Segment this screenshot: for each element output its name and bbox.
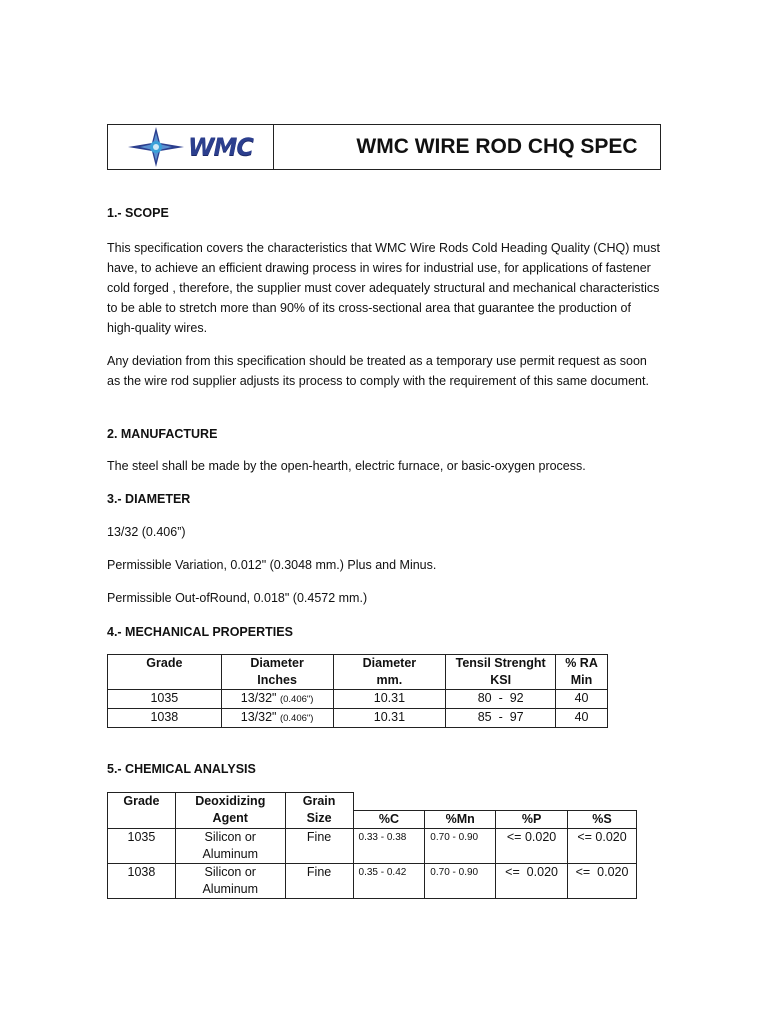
table-cell: Silicon or Aluminum bbox=[175, 828, 285, 863]
table-header-row bbox=[108, 793, 637, 811]
logo bbox=[108, 125, 274, 169]
header-cell: Deoxidizing Agent bbox=[175, 793, 285, 829]
table-cell: <= 0.020 bbox=[568, 828, 637, 863]
table-cell: Fine bbox=[285, 863, 353, 898]
table-cell: 0.70 - 0.90 bbox=[425, 828, 496, 863]
chemical-heading: 5.- CHEMICAL ANALYSIS bbox=[107, 762, 256, 776]
title-cell bbox=[274, 125, 660, 169]
header-cell: % RA Min bbox=[556, 655, 608, 690]
header-cell: Grade bbox=[108, 793, 176, 829]
page-title: WMC WIRE ROD CHQ SPEC bbox=[356, 135, 638, 158]
header-box bbox=[107, 124, 661, 170]
header-cell: %Mn bbox=[425, 810, 496, 828]
table-cell: 40 bbox=[556, 690, 608, 709]
table-cell: 1038 bbox=[108, 863, 176, 898]
logo-text: WMC bbox=[188, 133, 253, 161]
chemical-analysis-table bbox=[107, 792, 637, 899]
table-cell: 0.33 - 0.38 bbox=[353, 828, 425, 863]
manufacture-text: The steel shall be made by the open-hearth, electric furnace, or basic-oxygen process. bbox=[107, 459, 586, 473]
table-cell: Silicon or Aluminum bbox=[175, 863, 285, 898]
header-cell: Diameter Inches bbox=[221, 655, 333, 690]
table-row bbox=[108, 828, 637, 863]
header-cell: %S bbox=[568, 810, 637, 828]
diameter-value: 13/32 (0.406”) bbox=[107, 525, 186, 539]
table-cell: 1035 bbox=[108, 828, 176, 863]
header-cell: %C bbox=[353, 810, 425, 828]
table-cell: 40 bbox=[556, 709, 608, 728]
table-cell: 10.31 bbox=[333, 709, 446, 728]
table-row bbox=[108, 863, 637, 898]
scope-paragraph-2: Any deviation from this specification should be treated as a temporary use permit request as soon as the wire rod supplier adjusts its process to comply with the requirement of this same document. bbox=[107, 354, 649, 388]
table-cell: 85 - 97 bbox=[446, 709, 556, 728]
table-header-row bbox=[108, 655, 608, 690]
table-cell: 13/32" (0.406") bbox=[221, 709, 333, 728]
table-cell: Fine bbox=[285, 828, 353, 863]
permissible-variation: Permissible Variation, 0.012" (0.3048 mm.) Plus and Minus. bbox=[107, 558, 437, 572]
header-cell: Grain Size bbox=[285, 793, 353, 829]
table-cell: <= 0.020 bbox=[568, 863, 637, 898]
blank-cell bbox=[353, 793, 636, 811]
header-cell: Tensil Strenght KSI bbox=[446, 655, 556, 690]
table-cell: <= 0.020 bbox=[496, 863, 568, 898]
table-row bbox=[108, 709, 608, 728]
table-row bbox=[108, 690, 608, 709]
table-cell: 0.70 - 0.90 bbox=[425, 863, 496, 898]
header-cell: Diameter mm. bbox=[333, 655, 446, 690]
table-cell: 1035 bbox=[108, 690, 222, 709]
scope-heading: 1.- SCOPE bbox=[107, 206, 169, 220]
diameter-heading: 3.- DIAMETER bbox=[107, 492, 191, 506]
mechanical-properties-table bbox=[107, 654, 608, 728]
table-cell: 1038 bbox=[108, 709, 222, 728]
table-cell: 80 - 92 bbox=[446, 690, 556, 709]
permissible-out-of-round: Permissible Out-ofRound, 0.018" (0.4572 mm.) bbox=[107, 591, 368, 605]
header-cell: %P bbox=[496, 810, 568, 828]
header-cell: Grade bbox=[108, 655, 222, 690]
table-cell: 10.31 bbox=[333, 690, 446, 709]
table-cell: 0.35 - 0.42 bbox=[353, 863, 425, 898]
star-logo-icon bbox=[128, 127, 184, 167]
mechanical-heading: 4.- MECHANICAL PROPERTIES bbox=[107, 625, 293, 639]
manufacture-heading: 2. MANUFACTURE bbox=[107, 427, 218, 441]
table-cell: <= 0.020 bbox=[496, 828, 568, 863]
scope-paragraph-1: This specification covers the characteristics that WMC Wire Rods Cold Heading Quality (CHQ) must have, to achieve an efficient drawing process in wires for industrial use, for applications of fastener cold forged , therefore, the supplier must cover adequately structural and mechanical characteristics to be able to stretch more than 90% of its cross-sectional area that guarantee the production of high-quality wires. bbox=[107, 241, 660, 335]
table-cell: 13/32" (0.406") bbox=[221, 690, 333, 709]
